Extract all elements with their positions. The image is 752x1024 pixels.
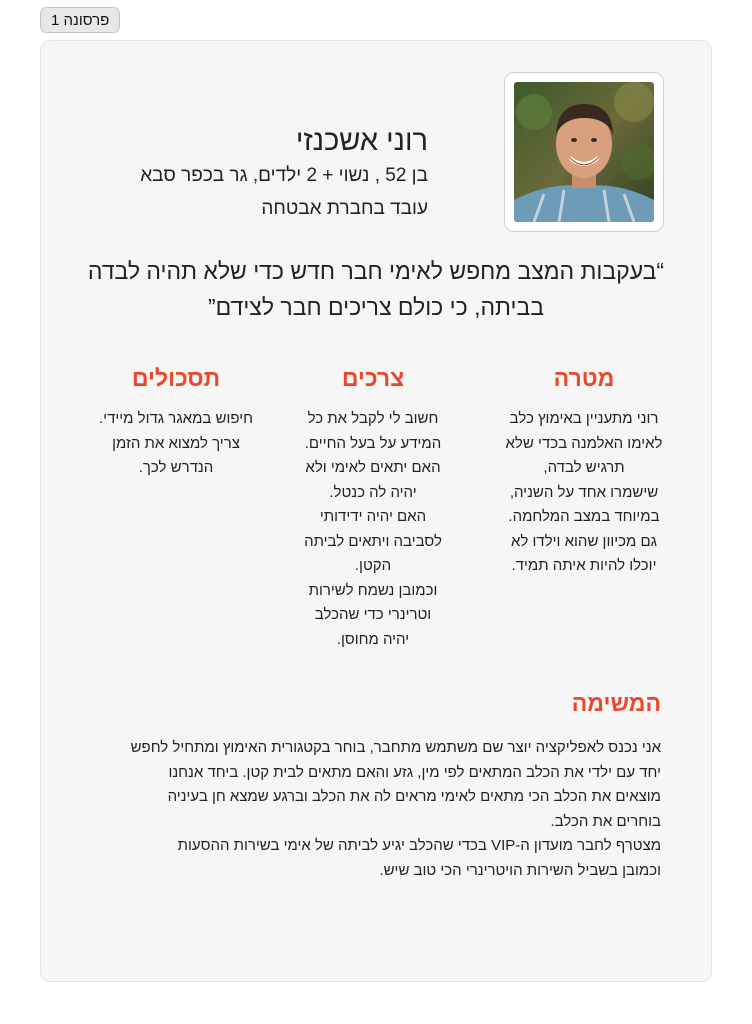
needs-text: חשוב לי לקבל את כל המידע על בעל החיים. האם יתאים לאימי ולא יהיה לה כנטל. האם יהיה ידידותי לסביבה ויתאים לביתה הקטן. וכמובן נשמח לשירות וטרינרי כדי שהכלב יהיה מחוסן.: [304, 410, 442, 648]
persona-occupation: עובד בחברת אבטחה: [261, 198, 428, 219]
task-title: המשימה: [571, 690, 661, 716]
frustrations-title: תסכולים: [131, 365, 221, 391]
persona-name: רוני אשכנזי: [295, 125, 428, 157]
profile-photo-frame: [504, 72, 664, 232]
needs-column: [283, 363, 463, 652]
task-text: אני נכנס לאפליקציה יוצר שם משתמש מתחבר, בוחר בקטגורית האימוץ ומתחיל לחפש יחד עם ילדי את הכלב המתאים לפי מין, גזע והאם מתאים לבית קטן. ביחד אנחנו מוצאים את הכלב הכי מתאים לאימי מראים לה את הכלב וברגע שמצא חן בעיניה בוחרים את הכלב. מצטרף לחבר מועדון ה-VIP בכדי שהכלב יגיע לביתה של אימי בשירות ההסעות וכמובן בשביל השירות הויטרינרי הכי טוב שיש.: [130, 739, 661, 879]
profile-photo: [514, 82, 654, 222]
needs-title: צרכים: [341, 365, 405, 391]
persona-card: [40, 40, 712, 982]
goal-title: מטרה: [553, 365, 615, 391]
frustrations-column: [86, 363, 266, 481]
persona-quote: “בעקבות המצב מחפש לאימי חבר חדש כדי שלא תהיה לבדה בביתה, כי כולם צריכים חבר לצידם”: [87, 258, 665, 320]
goal-text: רוני מתעניין באימוץ כלב לאימו האלמנה בכדי שלא תרגיש לבדה, שישמרו אחד על השניה, במיוחד במצב המלחמה. גם מכיוון שהוא וילדו לא יוכלו להיות איתה תמיד.: [505, 410, 663, 574]
frustrations-text: חיפוש במאגר גדול מיידי. צריך למצוא את הזמן הנדרש לכך.: [99, 410, 253, 476]
persona-details: בן 52 , נשוי + 2 ילדים, גר בכפר סבא: [140, 165, 428, 186]
goal-column: [494, 363, 674, 579]
persona-tag: פרסונה 1: [40, 7, 120, 33]
